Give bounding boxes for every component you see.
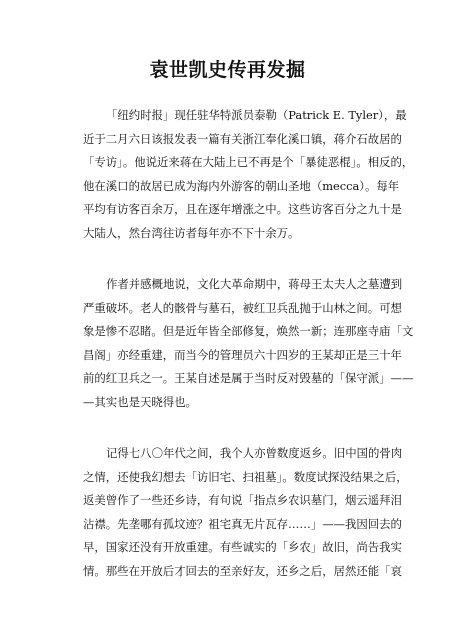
document-body	[83, 104, 414, 583]
paragraph-line: 情。那些在开放后才回去的至亲好友，还乡之后，居然还能「哀	[83, 563, 402, 578]
paragraph-1	[83, 104, 414, 245]
paragraph-line: 沾襟。先垄哪有孤坟迹？祖宅真无片瓦存……」——我因回去的	[83, 516, 402, 531]
paragraph-line: 作者并感概地说，文化大革命期中，蒋母王太夫人之墓遭到	[106, 277, 403, 291]
paragraph-line: 早，国家还没有开放重建。有些诚实的「乡农」故旧，尚告我实	[83, 540, 402, 554]
paragraph-line: 昌阁」亦经重建，而当今的管理员六十四岁的王某却正是三十年	[83, 347, 402, 362]
paragraph-line: 象是惨不忍睹。但是近年皆全部修复，焕然一新；连那座寺庙「文	[83, 324, 414, 338]
paragraph-line: 之情，还使我幻想去「访旧宅、扫祖墓」。数度试探没结果之后，	[83, 469, 408, 484]
paragraph-2	[83, 273, 414, 414]
paragraph-3	[83, 442, 408, 583]
paragraph-line: 大陆人，然台湾往访者每年亦不下十余万。	[83, 225, 300, 240]
paragraph-gap	[83, 414, 371, 442]
document-title: 袁世凯史传再发掘	[149, 59, 306, 81]
paragraph-line: 「专访」。他说近来蒋在大陆上已不再是个「暴徒恶棍」。相反的，	[83, 155, 414, 169]
paragraph-line: 近于二月六日该报发表一篇有关浙江奉化溪口镇，蒋介石故居的	[83, 131, 402, 146]
paragraph-gap	[83, 245, 371, 273]
paragraph-line: 返美曾作了一些还乡诗，有句说「指点乡农识墓门，烟云遥拜泪	[83, 493, 402, 507]
paragraph-line: 「纽约时报」现任驻华特派员泰勒（Patrick E. Tyler），最	[106, 108, 407, 122]
paragraph-line: 前的红卫兵之一。王某自述是属于当时反对毁墓的「保守派」——	[83, 371, 414, 385]
paragraph-line: 平均有访客百余万，且在逐年增涨之中。这些访客百分之九十是	[83, 202, 402, 216]
paragraph-line: 他在溪口的故居已成为海内外游客的朝山圣地（mecca）。每年	[83, 178, 400, 193]
paragraph-line: 严重破坏。老人的骸骨与墓石，被红卫兵乱抛于山林之间。可想	[83, 300, 402, 315]
paragraph-line: 记得七八〇年代之间，我个人亦曾数度返乡。旧中国的骨肉	[106, 446, 403, 460]
paragraph-line: —其实也是天晓得也。	[83, 394, 197, 409]
